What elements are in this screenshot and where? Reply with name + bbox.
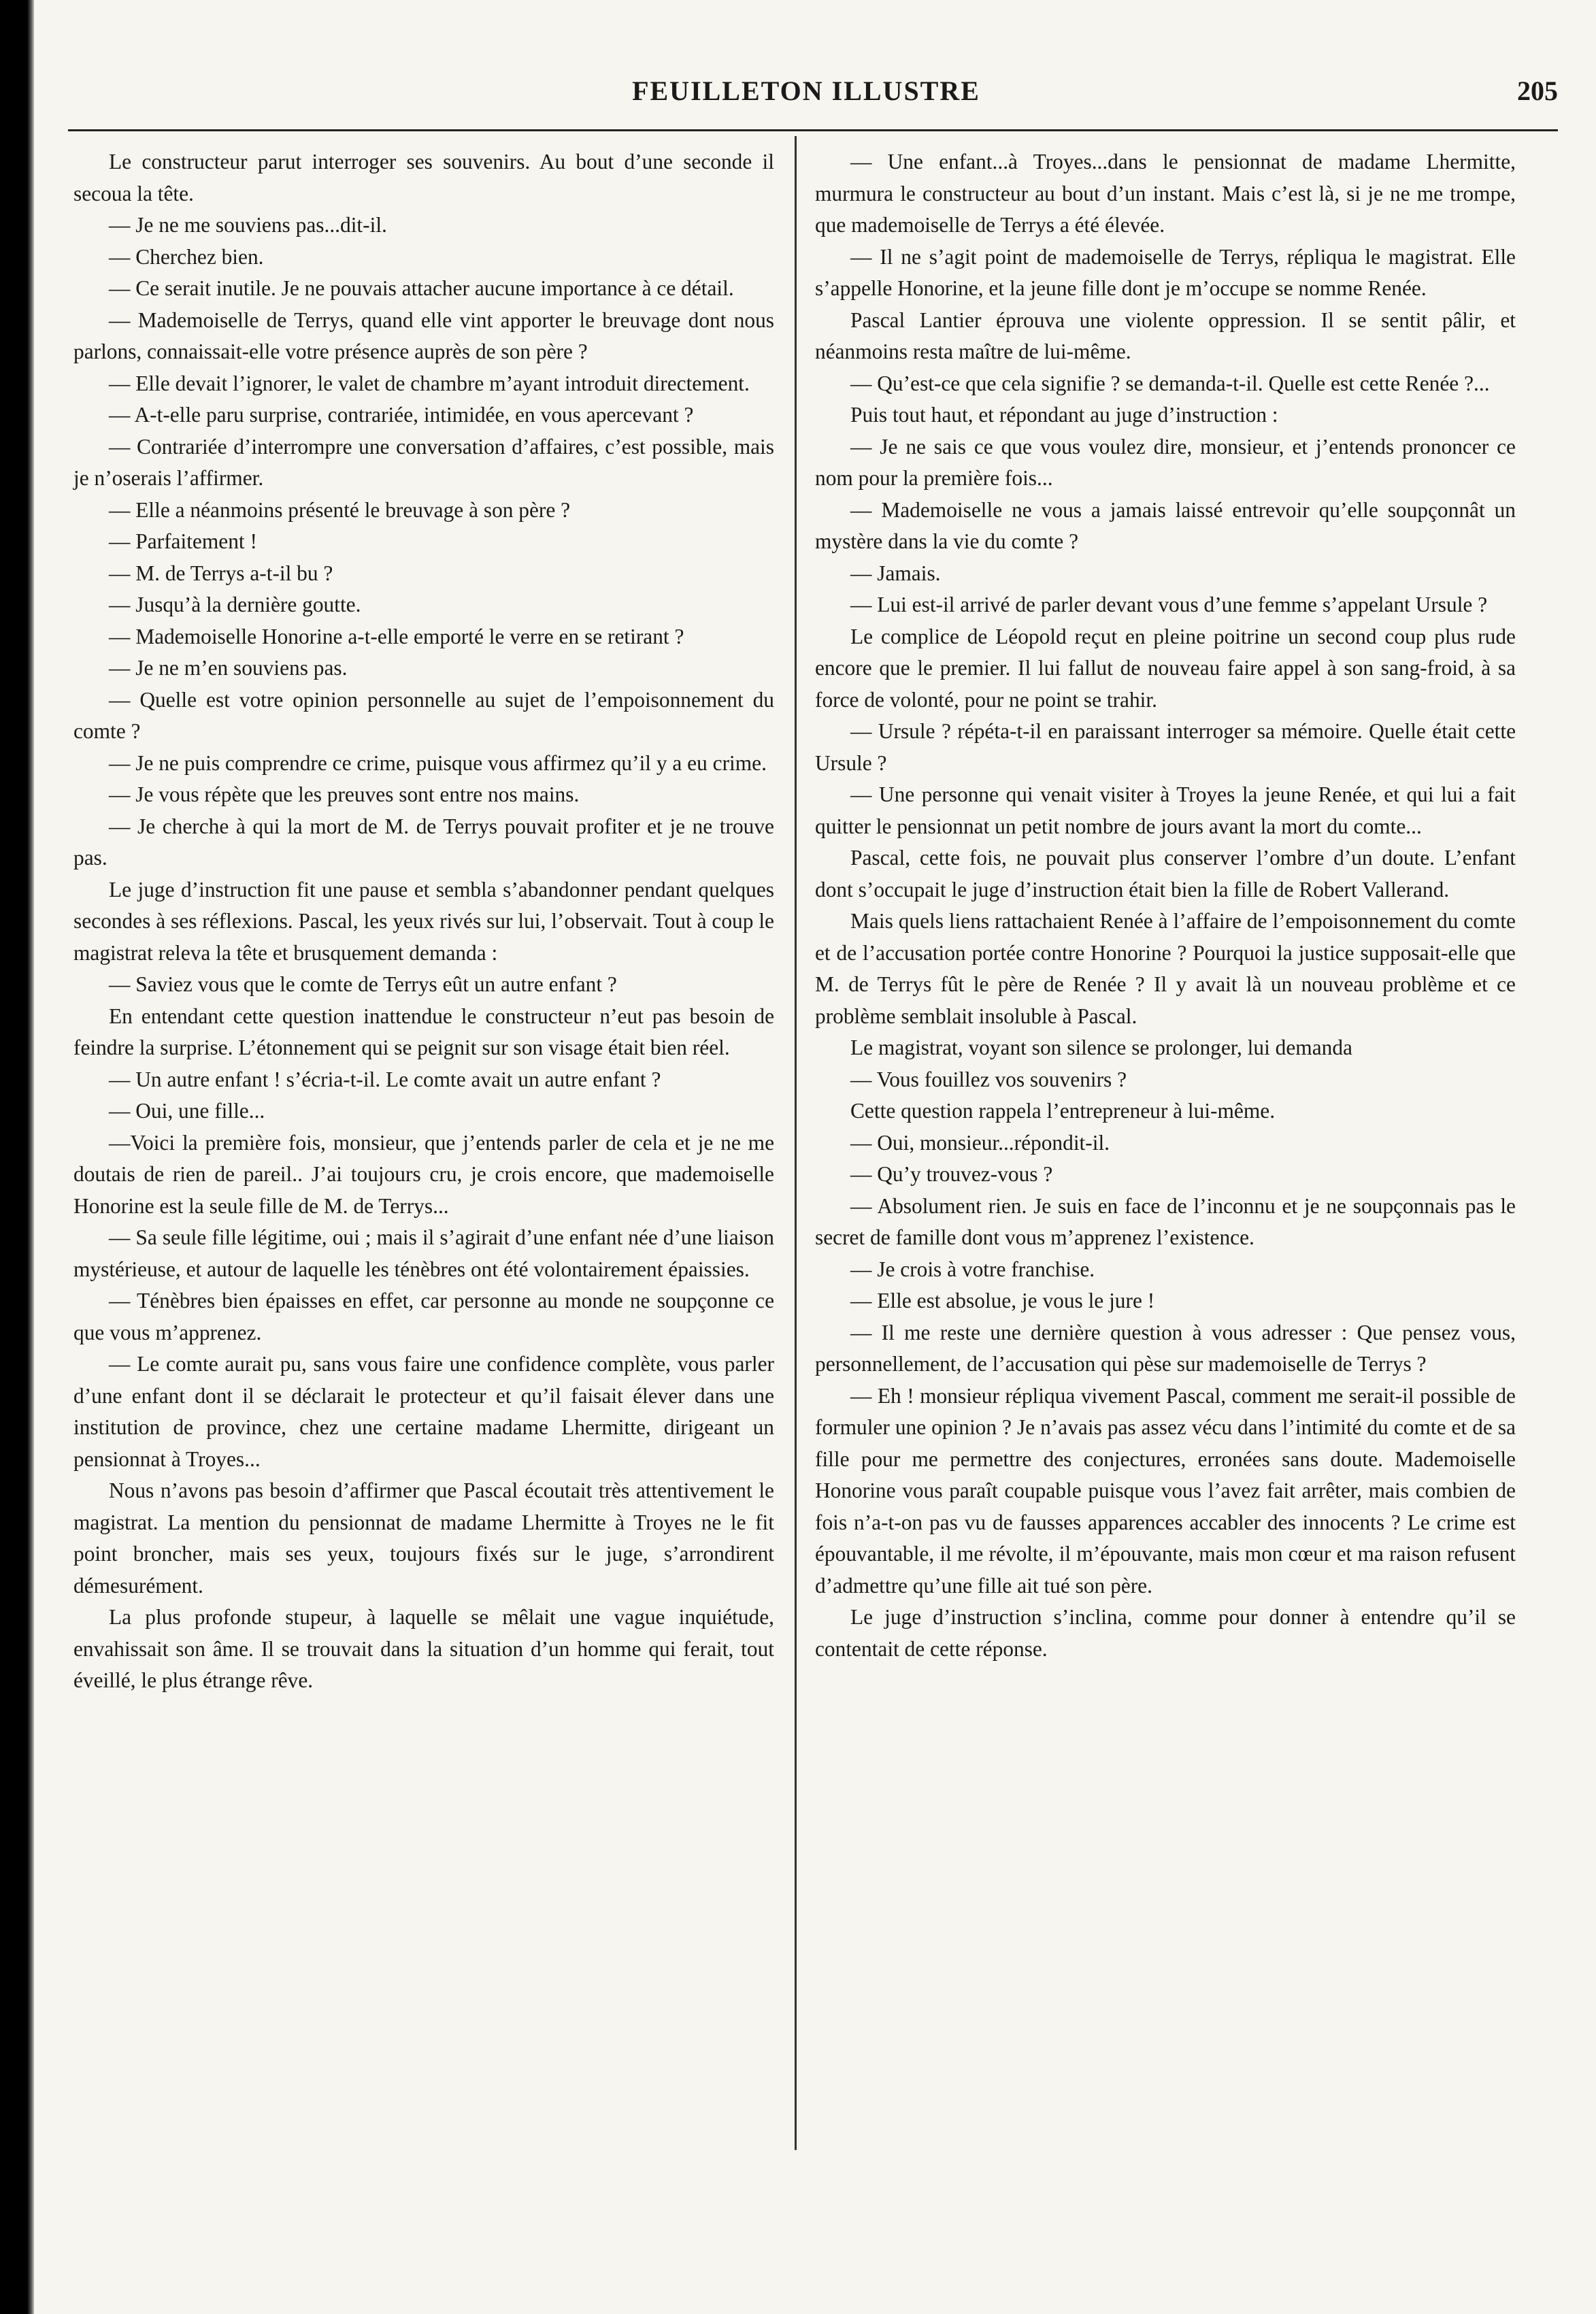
paragraph: — Oui, une fille... [109,1099,265,1123]
header-rule [68,129,1558,131]
paragraph: — Je ne puis comprendre ce crime, puisque vous affirmez qu’il y a eu crime. [109,750,767,775]
left-column [73,146,774,1697]
paragraph: — Mademoiselle de Terrys, quand elle vint apporter le breuvage dont nous parlons, connaissait-elle votre présence auprès de son père ? [73,308,774,363]
paragraph: — Parfaitement ! [109,529,257,553]
paragraph: Le complice de Léopold reçut en pleine poitrine un second coup plus rude encore que le premier. Il lui fallut de nouveau faire appel à son sang-froid, à sa force de volonté, pour ne point se trahir. [815,624,1516,712]
paragraph: — A-t-elle paru surprise, contrariée, intimidée, en vous apercevant ? [109,403,694,427]
paragraph: La plus profonde stupeur, à laquelle se mêlait une vague inquiétude, envahissait son âme. Il se trouvait dans la situation d’un homme qui ferait, tout éveillé, le plus étrange rêve. [73,1605,774,1692]
paragraph: — Ce serait inutile. Je ne pouvais attacher aucune importance à ce détail. [109,276,734,300]
paragraph: — Qu’y trouvez-vous ? [850,1162,1053,1186]
paragraph: — Je ne m’en souviens pas. [109,656,348,680]
paragraph: — Lui est-il arrivé de parler devant vous d’une femme s’appelant Ursule ? [850,593,1488,616]
paragraph: — Vous fouillez vos souvenirs ? [850,1067,1127,1091]
paragraph: — Je ne me souviens pas...dit-il. [109,213,387,237]
paragraph: — Oui, monsieur...répondit-il. [850,1130,1110,1155]
paragraph: — Je cherche à qui la mort de M. de Terrys pouvait profiter et je ne trouve pas. [73,814,774,870]
paragraph: — Un autre enfant ! s’écria-t-il. Le comte avait un autre enfant ? [109,1067,661,1091]
paragraph: — Elle a néanmoins présenté le breuvage à son père ? [109,497,571,522]
paragraph: — Eh ! monsieur répliqua vivement Pascal, comment me serait-il possible de formuler une opinion ? Je n’avais pas assez vécu dans l’intimité du comte et de sa fille pour me permettre des conjectures, erronées sans doute. Mademoiselle Honorine vous paraît coupable puisque vous l’avez fait arrêter, mais combien de fois n’a-t-on pas vu de fausses apparences accabler des innocents ? Le crime est épouvantable, il me révolte, il m’épouvante, mais mon cœur et ma raison refusent d’admettre qu’une fille ait tué son père. [815,1383,1516,1598]
paragraph: — Cherchez bien. [109,244,264,269]
paragraph: — Le comte aurait pu, sans vous faire une confidence complète, vous parler d’une enfant dont il se déclarait le protecteur et qu’il faisait élever dans une institution de province, chez une certaine madame Lhermitte, dirigeant un pensionnat à Troyes... [73,1352,774,1471]
paragraph: — M. de Terrys a-t-il bu ? [109,561,333,585]
paragraph: Le juge d’instruction s’inclina, comme pour donner à entendre qu’il se contentait de cette réponse. [815,1605,1516,1661]
paragraph: Pascal, cette fois, ne pouvait plus conserver l’ombre d’un doute. L’enfant dont s’occupait le juge d’instruction était bien la fille de Robert Vallerand. [815,846,1516,902]
paragraph: Le magistrat, voyant son silence se prolonger, lui demanda [850,1036,1352,1059]
paragraph: — Je ne sais ce que vous voulez dire, monsieur, et j’entends prononcer ce nom pour la première fois... [815,434,1516,490]
column-divider [795,136,797,2150]
paragraph: — Sa seule fille légitime, oui ; mais il s’agirait d’une enfant née d’une liaison mystérieuse, et autour de laquelle les ténèbres ont été volontairement épaissies. [73,1225,774,1281]
paragraph: — Une personne qui venait visiter à Troyes la jeune Renée, et qui lui a fait quitter le pensionnat un petit nombre de jours avant la mort du comte... [815,782,1516,838]
paragraph: En entendant cette question inattendue le constructeur n’eut pas besoin de feindre la surprise. L’étonnement qui se peignit sur son visage était bien réel. [73,1004,774,1059]
page-number: 205 [1517,76,1558,106]
paragraph: — Je crois à votre franchise. [850,1257,1095,1281]
paragraph: — Mademoiselle ne vous a jamais laissé entrevoir qu’elle soupçonnât un mystère dans la vie du comte ? [815,497,1516,553]
paragraph: Pascal Lantier éprouva une violente oppression. Il se sentit pâlir, et néanmoins resta maître de lui-même. [815,308,1516,363]
paragraph: — Il ne s’agit point de mademoiselle de Terrys, répliqua le magistrat. Elle s’appelle Honorine, et la jeune fille dont je m’occupe se nomme Renée. [815,244,1516,300]
paragraph: — Une enfant...à Troyes...dans le pensionnat de madame Lhermitte, murmura le constructeur au bout d’un instant. Mais c’est là, si je ne me trompe, que mademoiselle de Terrys a été élevée. [815,150,1516,237]
book-spine-edge [0,0,34,2314]
paragraph: — Elle devait l’ignorer, le valet de chambre m’ayant introduit directement. [109,371,750,395]
paragraph: — Jamais. [850,561,941,585]
right-column [815,146,1516,1665]
paragraph: Mais quels liens rattachaient Renée à l’affaire de l’empoisonnement du comte et de l’accusation portée contre Honorine ? Pourquoi la justice supposait-elle que M. de Terrys fût le père de Renée ? Il y avait là un nouveau problème et ce problème semblait insoluble à Pascal. [815,909,1516,1028]
paragraph: —Voici la première fois, monsieur, que j’entends parler de cela et je ne me doutais de rien de pareil.. J’ai toujours cru, je crois encore, que mademoiselle Honorine est la seule fille de M. de Terrys... [73,1130,774,1218]
paragraph: — Saviez vous que le comte de Terrys eût un autre enfant ? [109,972,617,996]
paragraph: Puis tout haut, et répondant au juge d’instruction : [850,403,1278,427]
paragraph: — Qu’est-ce que cela signifie ? se demanda-t-il. Quelle est cette Renée ?... [850,371,1490,395]
running-title: FEUILLETON ILLUSTRE [632,76,980,106]
paragraph: — Elle est absolue, je vous le jure ! [850,1289,1155,1312]
paragraph: — Je vous répète que les preuves sont entre nos mains. [109,782,580,806]
paragraph: — Ursule ? répéta-t-il en paraissant interroger sa mémoire. Quelle était cette Ursule ? [815,719,1516,775]
paragraph: — Ténèbres bien épaisses en effet, car personne au monde ne soupçonne ce que vous m’apprenez. [73,1289,774,1344]
paragraph: — Mademoiselle Honorine a-t-elle emporté le verre en se retirant ? [109,624,684,648]
paragraph: — Absolument rien. Je suis en face de l’inconnu et je ne soupçonnais pas le secret de famille dont vous m’apprenez l’existence. [815,1193,1516,1249]
paragraph: Le constructeur parut interroger ses souvenirs. Au bout d’une seconde il secoua la tête. [73,150,774,205]
paragraph: — Contrariée d’interrompre une conversation d’affaires, c’est possible, mais je n’oserais l’affirmer. [73,434,774,490]
paragraph: — Il me reste une dernière question à vous adresser : Que pensez vous, personnellement, de l’accusation qui pèse sur mademoiselle de Terrys ? [815,1320,1516,1376]
paragraph: — Quelle est votre opinion personnelle au sujet de l’empoisonnement du comte ? [73,687,774,743]
paragraph: Le juge d’instruction fit une pause et sembla s’abandonner pendant quelques secondes à ses réflexions. Pascal, les yeux rivés sur lui, l’observait. Tout à coup le magistrat releva la tête et brusquement demanda : [73,877,774,965]
paragraph: Nous n’avons pas besoin d’affirmer que Pascal écoutait très attentivement le magistrat. La mention du pensionnat de madame Lhermitte à Troyes ne le fit point broncher, mais ses yeux, toujours fixés sur le juge, s’arrondirent démesurément. [73,1478,774,1598]
page-header [54,68,1558,116]
paragraph: — Jusqu’à la dernière goutte. [109,593,361,616]
paragraph: Cette question rappela l’entrepreneur à lui-même. [850,1099,1276,1123]
